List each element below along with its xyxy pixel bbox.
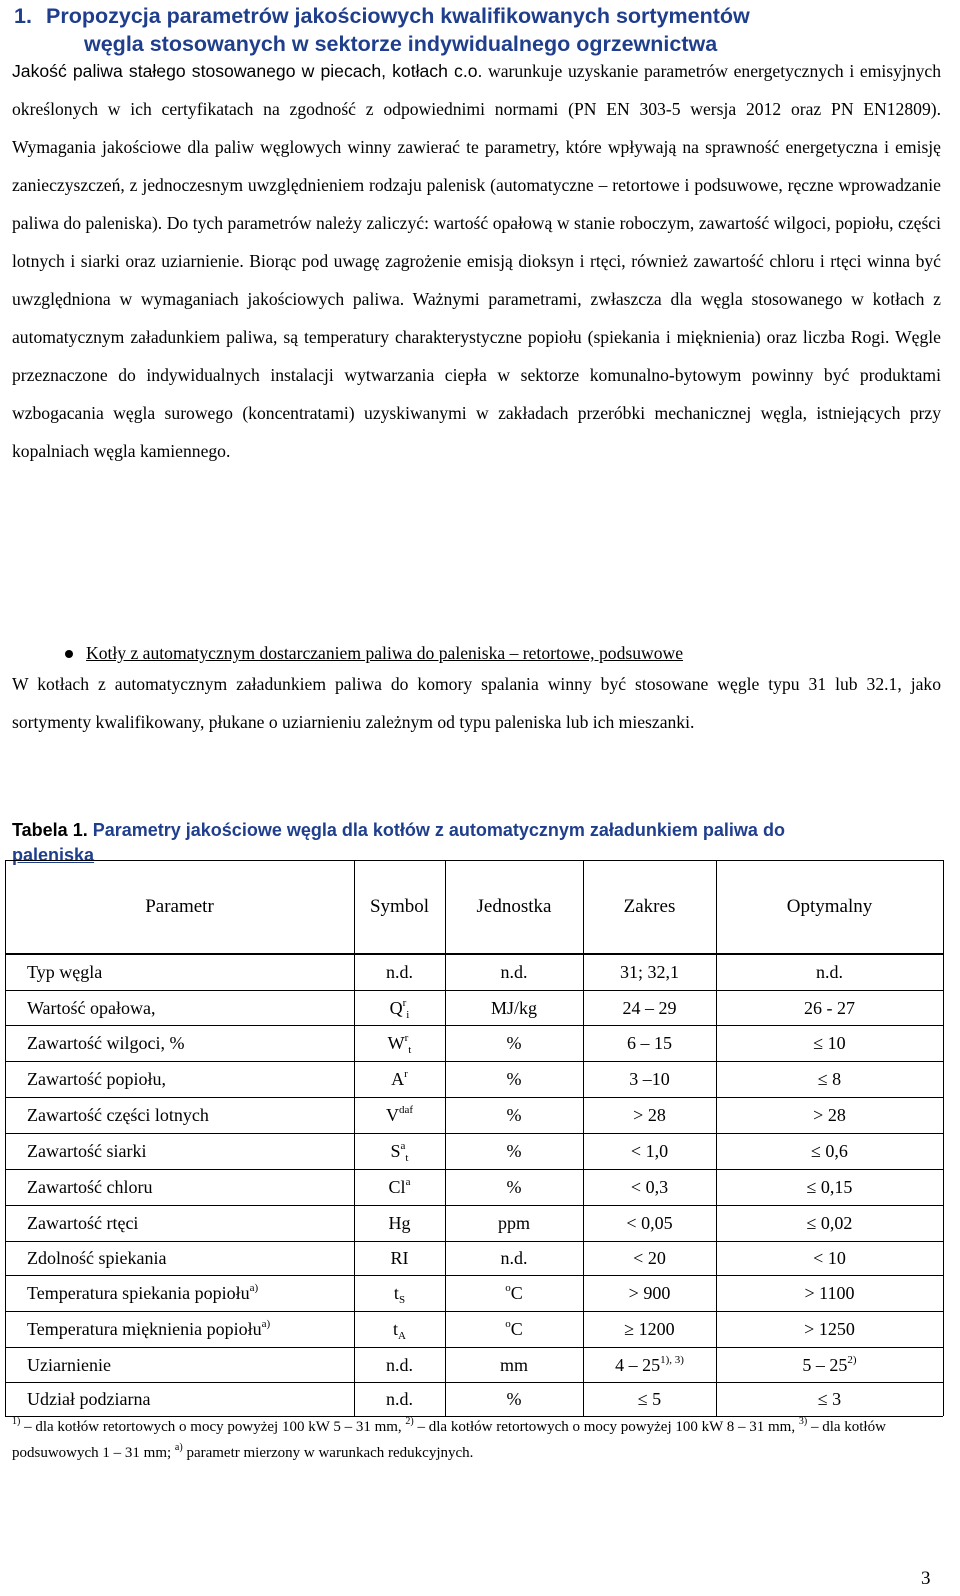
- table-rule: [943, 860, 944, 1416]
- symbol-cell: $A^r$: [391, 1068, 408, 1089]
- footnote-marker-1: 1): [12, 1416, 21, 1427]
- section-heading: [14, 2, 954, 58]
- symbol-cell: $t_A$: [393, 1319, 406, 1342]
- table-caption-lead: Tabela 1.: [12, 820, 88, 840]
- optimal-cell: ≤ 8: [817, 1069, 842, 1089]
- range-cell: < 0,3: [630, 1177, 669, 1197]
- param-cell: Uziarnienie: [27, 1354, 111, 1375]
- param-cell: Temperatura spiekania popiołu$^{a)}$: [27, 1282, 259, 1303]
- quality-table: [0, 860, 960, 1420]
- unit-cell: %: [506, 1141, 522, 1161]
- table-rule: [5, 953, 943, 954]
- unit-cell: mm: [499, 1354, 528, 1375]
- table-footnotes: [12, 1415, 942, 1467]
- unit-cell: %: [506, 1033, 522, 1053]
- range-cell: ≥ 1200: [624, 1319, 675, 1339]
- bullet-icon: [65, 650, 73, 658]
- param-cell: Zawartość części lotnych: [27, 1105, 209, 1125]
- table-rule: [5, 1061, 943, 1062]
- table-rule: [5, 1097, 943, 1098]
- param-cell: Wartość opałowa,: [27, 997, 156, 1018]
- symbol-cell: RI: [390, 1248, 409, 1268]
- unit-cell: n.d.: [500, 1248, 528, 1268]
- range-cell: > 900: [628, 1283, 671, 1303]
- intro-lead: Jakość paliwa stałego stosowanego w piecach, kotłach c.o.: [12, 61, 483, 81]
- header-zakres: Zakres: [623, 895, 676, 917]
- symbol-cell: n.d.: [386, 962, 413, 982]
- optimal-cell: n.d.: [816, 962, 843, 982]
- symbol-cell: n.d.: [386, 1389, 413, 1409]
- table-rule: [5, 990, 943, 991]
- unit-cell: %: [506, 1389, 522, 1409]
- table-caption-title: Parametry jakościowe węgla dla kotłów z automatycznym załadunkiem paliwa do: [92, 820, 785, 840]
- param-cell: Temperatura mięknienia popiołu$^{a)}$: [27, 1318, 271, 1339]
- table-caption-title-2: paleniska: [12, 845, 95, 865]
- table-rule: [5, 860, 943, 861]
- page-number: 3: [921, 1568, 931, 1589]
- optimal-cell: > 1100: [804, 1283, 855, 1303]
- optimal-cell: ≤ 3: [817, 1389, 842, 1409]
- symbol-cell: $t_S$: [393, 1283, 406, 1306]
- heading-line-2: węgla stosowanych w sektorze indywidualnego ogrzewnictwa: [84, 32, 718, 56]
- table-rule: [5, 1205, 943, 1206]
- table-rule: [5, 860, 6, 1416]
- table-rule: [5, 1241, 943, 1242]
- footnote-marker-2: 2): [405, 1416, 414, 1427]
- range-cell: < 1,0: [630, 1141, 669, 1161]
- header-jednostka: Jednostka: [476, 895, 552, 917]
- symbol-cell: $Q^r_i$: [389, 996, 410, 1021]
- optimal-cell: ≤ 10: [813, 1033, 846, 1053]
- table-rule: [5, 1169, 943, 1170]
- symbol-cell: $V^{daf}$: [385, 1104, 414, 1125]
- table-rule: [5, 1311, 943, 1312]
- footnote-marker-3: 3): [798, 1416, 808, 1427]
- unit-cell: ppm: [497, 1213, 530, 1233]
- table-rule: [5, 1275, 943, 1276]
- footnote-a: parametr mierzony w warunkach redukcyjnych.: [182, 1445, 474, 1461]
- range-cell: < 20: [633, 1248, 666, 1268]
- table-rule: [5, 1133, 943, 1134]
- symbol-cell: Hg: [388, 1213, 411, 1233]
- symbol-cell: n.d.: [386, 1354, 413, 1375]
- param-cell: Typ węgla: [27, 962, 103, 982]
- optimal-cell: > 1250: [804, 1319, 855, 1339]
- unit-cell: $^o$C: [505, 1318, 523, 1339]
- unit-cell: %: [506, 1069, 522, 1089]
- unit-cell: MJ/kg: [490, 997, 537, 1018]
- param-cell: Zawartość siarki: [27, 1141, 147, 1161]
- optimal-cell: 26 - 27: [804, 997, 855, 1018]
- optimal-cell: > 28: [813, 1105, 846, 1125]
- param-cell: Udział podziarna: [27, 1389, 151, 1409]
- footnote-2: – dla kotłów retortowych o mocy powyżej 100 kW 8 – 31 mm,: [413, 1419, 799, 1435]
- table-rule: [5, 954, 943, 955]
- range-cell: $4 - 25^{1), 3)}$: [615, 1353, 684, 1375]
- optimal-cell: 5 – 25$^{2)}$: [802, 1353, 857, 1375]
- range-cell: > 28: [633, 1105, 666, 1125]
- footnote-marker-a: a): [174, 1442, 183, 1453]
- unit-cell: %: [506, 1177, 522, 1197]
- bullet-paragraph: W kotłach z automatycznym załadunkiem paliwa do komory spalania winny być stosowane węgle typu 31 lub 32.1, jako sortymenty kwalifikowany, płukane o uziarnieniu zależnym od typu paleniska lub ich mieszanki.: [12, 674, 941, 732]
- symbol-cell: Cl$^a$: [388, 1176, 411, 1197]
- intro-text: warunkuje uzyskanie parametrów energetycznych i emisyjnych określonych w ich certyfikatach na zgodność z odpowiednimi normami (PN EN 303-5 wersja 2012 oraz PN EN12809). Wymagania jakościowe dla paliw węglowych winny zawierać te parametry, które wpływają na sprawność energetyczna i emisję zanieczyszczeń, z jednoczesnym uwzględnieniem rodzaju palenisk (automatyczne – retortowe i podsuwowe, ręczne wprowadzanie paliwa do paleniska). Do tych parametrów należy zaliczyć: wartość opałową w stanie roboczym, zawartość wilgoci, popiołu, części lotnych i siarki oraz uziarnienie. Biorąc pod uwagę zagrożenie emisją dioksyn i rtęci, również zawartość chloru i rtęci winna być uwzględniona w wymaganiach jakościowych paliwa. Ważnymi parametrami, zwłaszcza dla węgla stosowanego w kotłach z automatycznym załadunkiem paliwa, są temperatury charakterystyczne popiołu (spiekania i mięknienia) oraz liczba Rogi. Węgle przeznaczone do indywidualnych instalacji wytwarzania ciepła w sektorze komunalno-bytowym powinny być produktami wzbogacania węgla surowego (koncentratami) uzyskiwanymi w zakładach przeróbki mechanicznej węgla, istniejących przy kopalniach węgla kamiennego.: [12, 61, 941, 461]
- header-symbol: Symbol: [369, 895, 430, 917]
- table-rule: [5, 1382, 943, 1383]
- heading-line-1: Propozycja parametrów jakościowych kwalifikowanych sortymentów: [46, 4, 750, 28]
- unit-cell: %: [506, 1105, 522, 1125]
- footnote-3: – dla kotłów podsuwowych 1 – 31 mm;: [12, 1419, 886, 1461]
- table-rule: [5, 1025, 943, 1026]
- range-cell: ≤ 5: [637, 1389, 662, 1409]
- range-cell: 3 –10: [629, 1069, 670, 1089]
- bullet-heading: Kotły z automatycznym dostarczaniem paliwa do paleniska – retortowe, podsuwowe: [86, 643, 684, 663]
- range-cell: 6 – 15: [627, 1033, 672, 1053]
- unit-cell: n.d.: [500, 962, 528, 982]
- range-cell: < 0,05: [626, 1213, 673, 1233]
- unit-cell: $^o$C: [505, 1282, 523, 1303]
- param-cell: Zdolność spiekania: [27, 1248, 167, 1268]
- param-cell: Zawartość popiołu,: [27, 1069, 166, 1089]
- intro-paragraph: [12, 52, 941, 470]
- symbol-cell: $W^r_t$: [387, 1032, 412, 1056]
- range-cell: 31; 32,1: [619, 962, 679, 982]
- param-cell: Zawartość wilgoci, %: [27, 1033, 185, 1053]
- param-cell: Zawartość chloru: [27, 1177, 153, 1197]
- param-cell: Zawartość rtęci: [27, 1213, 139, 1233]
- range-cell: 24 – 29: [622, 997, 677, 1018]
- header-parametr: Parametr: [145, 895, 214, 917]
- optimal-cell: ≤ 0,6: [811, 1141, 848, 1161]
- symbol-cell: $S^a_t$: [390, 1140, 409, 1164]
- section-number: 1.: [14, 4, 32, 28]
- footnote-1: – dla kotłów retortowych o mocy powyżej 100 kW 5 – 31 mm,: [20, 1419, 406, 1435]
- table-rule: [5, 1347, 943, 1348]
- header-optymalny: Optymalny: [786, 895, 873, 917]
- optimal-cell: ≤ 0,02: [806, 1213, 853, 1233]
- optimal-cell: < 10: [813, 1248, 846, 1268]
- optimal-cell: ≤ 0,15: [806, 1177, 853, 1197]
